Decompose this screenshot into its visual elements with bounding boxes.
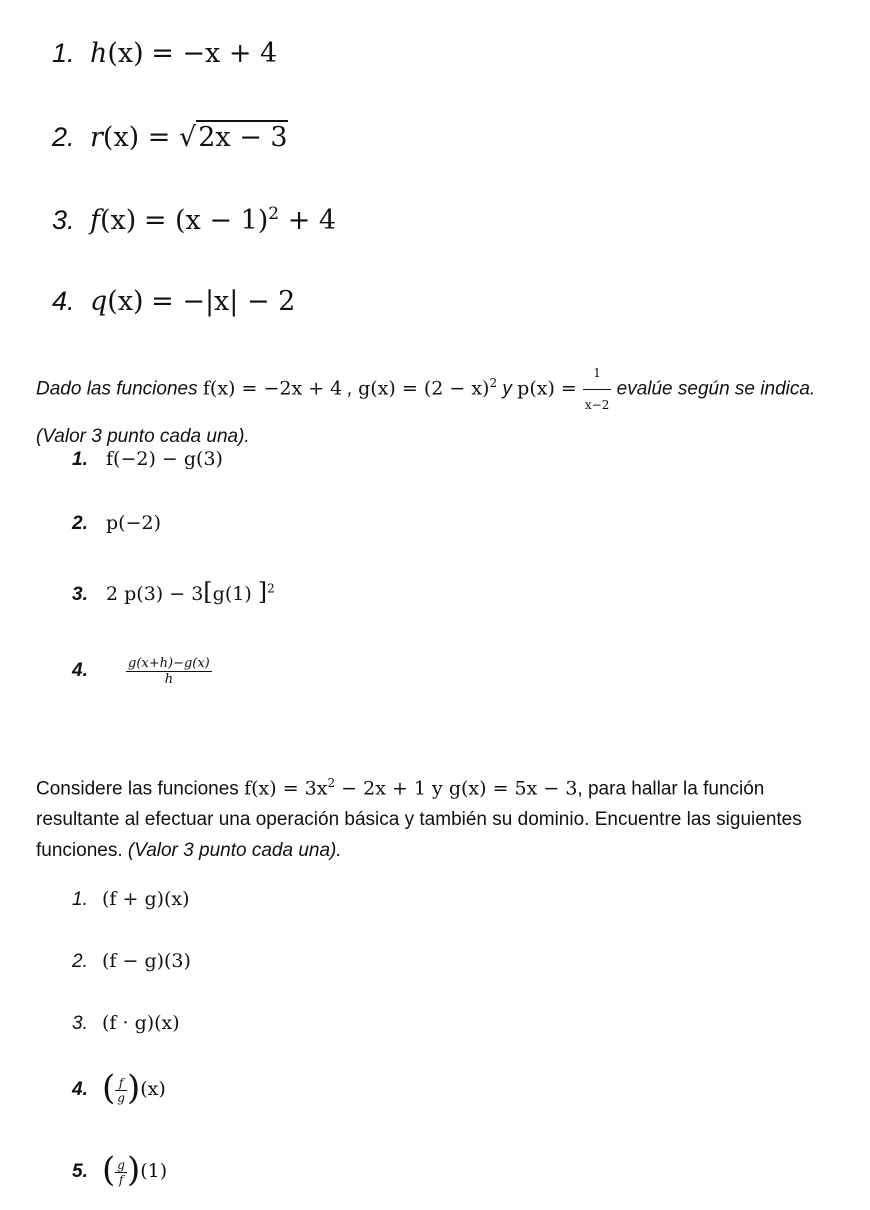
fraction: $\frac{g(x+h)-g(x)}{h}$ — [128, 656, 210, 687]
item-number: 1. — [52, 38, 75, 68]
item-number: 3. — [72, 584, 88, 605]
item-number: 3. — [72, 1013, 88, 1034]
item-number: 3. — [52, 205, 75, 235]
item-number: 1. — [72, 889, 88, 910]
list-item: 1. h(x) = −x + 4 — [52, 38, 278, 69]
radical-sign: √ — [179, 122, 197, 153]
item-number: 1. — [72, 449, 88, 470]
item-number: 5. — [72, 1161, 88, 1182]
paragraph-operations: Considere las funciones $f(x) = 3x^2 - 2x + 1$ y g(x) = 5x − 3, para hallar la función resultante al efectuar una operación básica y también su dominio. Encuentre las siguientes funciones. (Valor 3 punto cada una). — [36, 776, 802, 862]
list-item — [72, 656, 212, 687]
item-number: 2. — [52, 122, 75, 152]
item-number: 4. — [72, 1079, 88, 1100]
list-item: 5. ( $\frac{g}{f}$ )(1) — [72, 1150, 168, 1190]
list-item: 3. $f(x) = (x - 1)^2 + 4$ — [52, 204, 337, 236]
list-item: 2. (f − g)(3) — [72, 950, 191, 972]
list-item: 2. r(x) = √2x − 3 — [52, 122, 288, 153]
fraction: $\frac{1}{x-2}$ — [583, 358, 611, 421]
item-number: 4. — [72, 659, 88, 681]
item-number: 2. — [72, 513, 88, 534]
list-item: 3. (f · g)(x) — [72, 1012, 180, 1034]
paragraph-evaluate: Dado las funciones f(x) = −2x + 4 , $g(x) = (2 - x)^2$ y p(x) = $\frac{1}{x-2}$ evalúe según se indica. (Valor 3 punto cada una). — [36, 358, 836, 452]
list-item: 2. p(−2) — [72, 512, 161, 534]
list-item: 4. q(x) = −|x| − 2 — [52, 286, 296, 317]
list-item: 1. f(−2) − g(3) — [72, 448, 223, 470]
list-item: 4. ( $\frac{f}{g}$ )(x) — [72, 1068, 166, 1108]
item-number: 2. — [72, 951, 88, 972]
list-item: 3. 2 p(3) − 3[g(1) ]$^2$ — [72, 578, 275, 606]
item-number: 4. — [52, 286, 75, 316]
fraction: $\frac{g}{f}$ — [117, 1157, 125, 1187]
list-item: 1. (f + g)(x) — [72, 888, 190, 910]
fraction: $\frac{f}{g}$ — [117, 1075, 125, 1105]
